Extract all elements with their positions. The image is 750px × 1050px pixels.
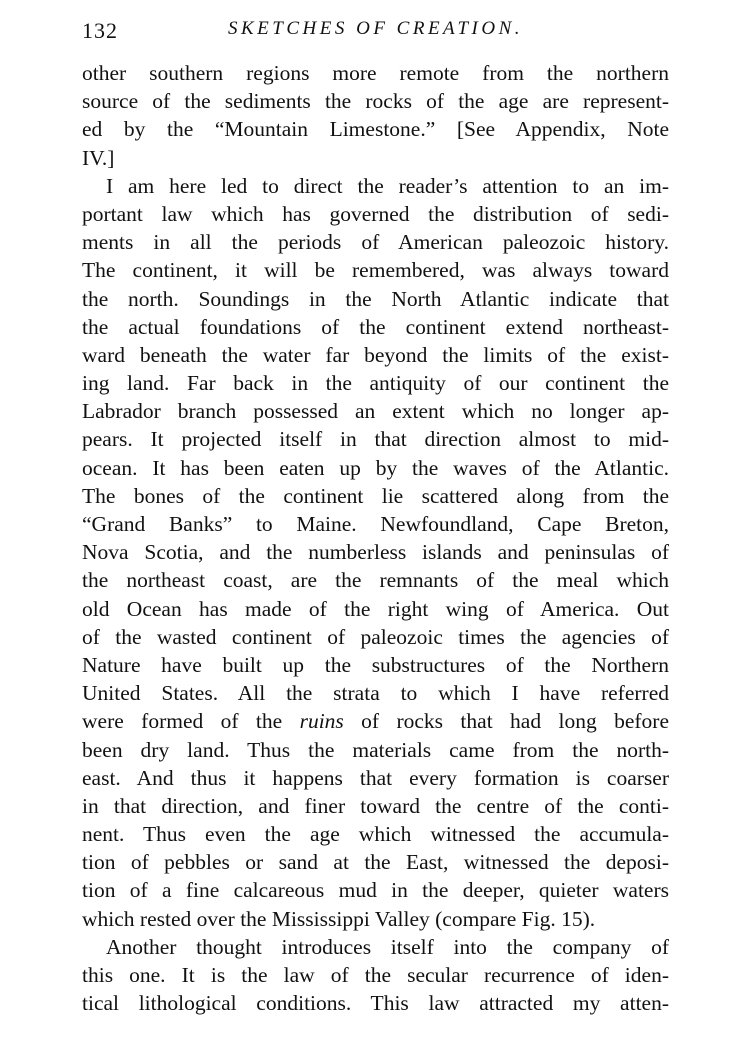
text-line: in that direction, and finer toward the centre of the conti- [82,793,669,818]
text-line: ocean. It has been eaten up by the waves of the Atlantic. [82,455,669,480]
text-line: portant law which has governed the distribution of sedi- [82,201,669,226]
text-line: United States. All the strata to which I have referred [82,681,669,706]
text-line: ward beneath the water far beyond the limits of the exist- [82,342,669,367]
text-line: Labrador branch possessed an extent which no longer ap- [82,399,669,424]
page-number: 132 [82,18,118,43]
text-line: other southern regions more remote from the northern [82,61,669,85]
text-line: tion of pebbles or sand at the East, witnessed the deposi- [82,850,669,875]
page-header [82,18,669,48]
text-line: tical lithological conditions. This law attracted my atten- [82,991,669,1016]
text-line: east. And thus it happens that every formation is coarser [82,765,669,790]
text-line: ing land. Far back in the antiquity of our continent the [82,371,669,396]
text-line: The bones of the continent lie scattered along from the [82,483,669,508]
text-line [82,707,669,735]
text-line: ments in all the periods of American paleozoic history. [82,230,669,255]
text-line: The continent, it will be remembered, was always toward [82,258,669,283]
text-line: of the wasted continent of paleozoic times the agencies of [82,624,669,649]
text-line: old Ocean has made of the right wing of America. Out [82,596,669,621]
text-line: which rested over the Mississippi Valley (compare Fig. 15). [82,906,596,931]
text-line: the actual foundations of the continent extend northeast- [82,314,669,339]
text-line: this one. It is the law of the secular recurrence of iden- [82,963,669,987]
text-line: Nature have built up the substructures of the Northern [82,652,669,677]
text-line: the northeast coast, are the remnants of the meal which [82,568,669,593]
text-line: tion of a fine calcareous mud in the deeper, quieter waters [82,878,669,903]
running-title: SKETCHES OF CREATION. [228,18,523,39]
text-line: nent. Thus even the age which witnessed the accumula- [82,822,669,847]
text-line: Another thought introduces itself into the company of [106,934,669,959]
text-line: IV.] [82,145,115,170]
text-line: Nova Scotia, and the numberless islands and peninsulas of [82,540,669,565]
text-line: source of the sediments the rocks of the age are represent- [82,89,669,114]
text-line: “Grand Banks” to Maine. Newfoundland, Cape Breton, [82,512,669,536]
text-line: ed by the “Mountain Limestone.” [See Appendix, Note [82,117,669,142]
text-line: been dry land. Thus the materials came from the north- [82,737,669,762]
body-text [82,59,669,1017]
text-line: pears. It projected itself in that direction almost to mid- [82,427,669,452]
text-line: I am here led to direct the reader’s attention to an im- [106,173,669,198]
text-segment: of rocks that had long before [343,709,669,734]
text-line: the north. Soundings in the North Atlantic indicate that [82,286,669,311]
italic-word: ruins [299,709,344,734]
text-segment: were formed of the [82,709,300,734]
